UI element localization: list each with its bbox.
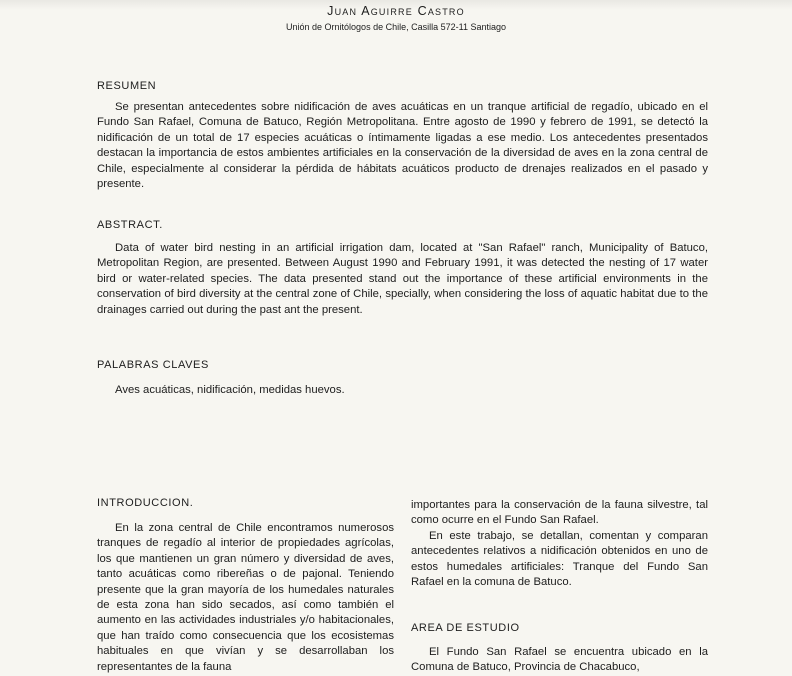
author-affiliation: Unión de Ornitólogos de Chile, Casilla 572-11 Santiago bbox=[286, 22, 506, 32]
keywords-body: Aves acuáticas, nidificación, medidas huevos. bbox=[115, 384, 345, 396]
author-name: Juan Aguirre Castro bbox=[327, 4, 465, 18]
area-estudio-body: El Fundo San Rafael se encuentra ubicado en la Comuna de Batuco, Provincia de Chacabuco, bbox=[411, 646, 708, 674]
resumen-heading: RESUMEN bbox=[97, 80, 157, 92]
right-column-continuation: importantes para la conservación de la fauna silvestre, tal como ocurre en el Fundo San Rafael. bbox=[411, 499, 708, 527]
introduccion-heading: INTRODUCCION. bbox=[97, 497, 194, 509]
abstract-heading: ABSTRACT. bbox=[97, 219, 163, 231]
area-estudio-heading: AREA DE ESTUDIO bbox=[411, 622, 520, 634]
abstract-body: Data of water bird nesting in an artificial irrigation dam, located at "San Rafael" ranch, Municipality of Batuco, Metropolitan Region, are presented. Between August 1990 and February 1991, it was detected the nesting of 17 water bird or water-related species. The data presented stand out the importance of these artificial environments in the conservation of bird diversity at the central zone of Chile, specially, when considering the loss of aquatic habitat due to the drainages carried out during the past ant the present. bbox=[97, 242, 708, 316]
keywords-heading: PALABRAS CLAVES bbox=[97, 359, 209, 371]
resumen-body: Se presentan antecedentes sobre nidificación de aves acuáticas en un tranque artificial de regadío, ubicado en el Fundo San Rafael, Comuna de Batuco, Región Metropolitana. Entre agosto de 1990 y febrero de 1991, se detectó la nidificación de un total de 17 especies acuáticas o íntimamente ligadas a ese medio. Los antecedentes presentados destacan la importancia de estos ambientes artificiales en la conservación de la diversidad de aves en la zona central de Chile, especialmente al considerar la pérdida de hábitats acuáticos producto de drenajes realizados en el pasado y presente. bbox=[97, 101, 708, 191]
introduccion-body: En la zona central de Chile encontramos numerosos tranques de regadío al interior de propiedades agrícolas, los que mantienen un gran número y diversidad de aves, tanto acuáticas como ribereñas o de pajonal. Teniendo presente que la gran mayoría de los humedales naturales de esta zona han sido secados, así como también el aumento en las actividades industriales y/o habitacionales, que han traído como consecuencia que los ecosistemas habituales en que vivían y se desarrollaban los representantes de la fauna bbox=[97, 522, 394, 673]
right-column-paragraph: En este trabajo, se detallan, comentan y comparan antecedentes relativos a nidificación obtenidos en uno de estos humedales artificiales: Tranque del Fundo San Rafael en la comuna de Batuco. bbox=[411, 530, 708, 589]
